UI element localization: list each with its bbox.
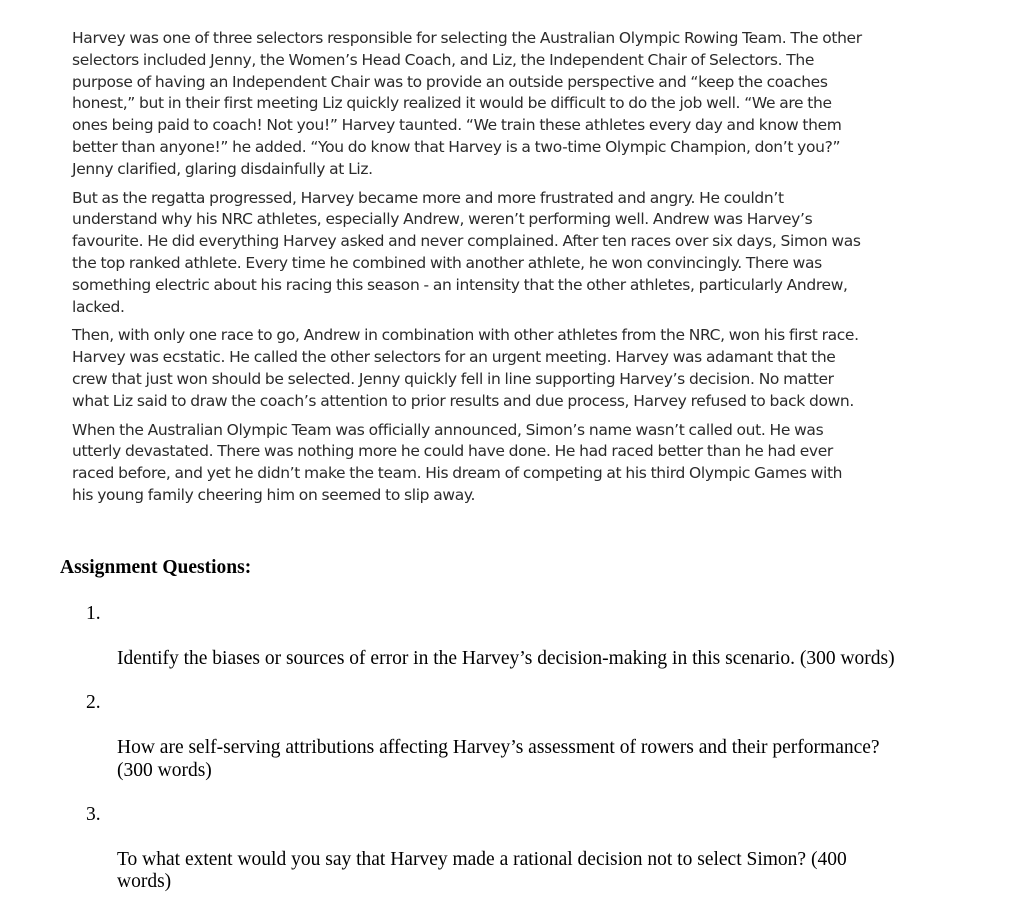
assignment-question-3	[86, 804, 946, 894]
question-text: To what extent would you say that Harvey made a rational decision not to select Simon? (400 words)	[117, 848, 847, 892]
assignment-question-2	[86, 692, 946, 782]
story-text	[72, 28, 887, 514]
assignment-question-1	[86, 603, 946, 671]
question-number: 2.	[86, 692, 101, 713]
story-paragraph-3: Then, with only one race to go, Andrew in combination with other athletes from the NRC, won his first race. Harvey was ecstatic. He called the other selectors for an urgent meeting. Harvey was adamant that the crew that just won should be selected. Jenny quickly fell in line supporting Harvey’s decision. No matter what Liz said to draw the coach’s attention to prior results and due process, Harvey refused to back down.	[72, 326, 859, 410]
assignment-heading: Assignment Questions:	[60, 557, 252, 578]
question-text: How are self-serving attributions affecting Harvey’s assessment of rowers and their performance? (300 words)	[117, 737, 880, 781]
question-number: 3.	[86, 803, 101, 825]
question-number: 1.	[86, 603, 101, 624]
question-text: Identify the biases or sources of error in the Harvey’s decision-making in this scenario. (300 words)	[117, 648, 895, 669]
story-paragraph-1: Harvey was one of three selectors responsible for selecting the Australian Olympic Rowing Team. The other selectors included Jenny, the Women’s Head Coach, and Liz, the Independent Chair of Selectors. The purpose of having an Independent Chair was to provide an outside perspective and “keep the coaches honest,” but in their first meeting Liz quickly realized it would be difficult to do the job well. “We are the ones being paid to coach! Not you!” Harvey taunted. “We train these athletes every day and know them better than anyone!” he added. “You do know that Harvey is a two-time Olympic Champion, don’t you?” Jenny clarified, glaring disdainfully at Liz.	[72, 29, 862, 178]
story-paragraph-2: But as the regatta progressed, Harvey became more and more frustrated and angry. He couldn’t understand why his NRC athletes, especially Andrew, weren’t performing well. Andrew was Harvey’s favourite. He did everything Harvey asked and never complained. After ten races over six days, Simon was the top ranked athlete. Every time he combined with another athlete, he won convincingly. There was something electric about his racing this season - an intensity that the other athletes, particularly Andrew, lacked.	[72, 188, 861, 316]
story-paragraph-4: When the Australian Olympic Team was officially announced, Simon’s name wasn’t called out. He was utterly devastated. There was nothing more he could have done. He had raced better than he had ever raced before, and yet he didn’t make the team. His dream of competing at his third Olympic Games with his young family cheering him on seemed to slip away.	[72, 420, 843, 504]
assignment-question-list	[86, 603, 946, 915]
